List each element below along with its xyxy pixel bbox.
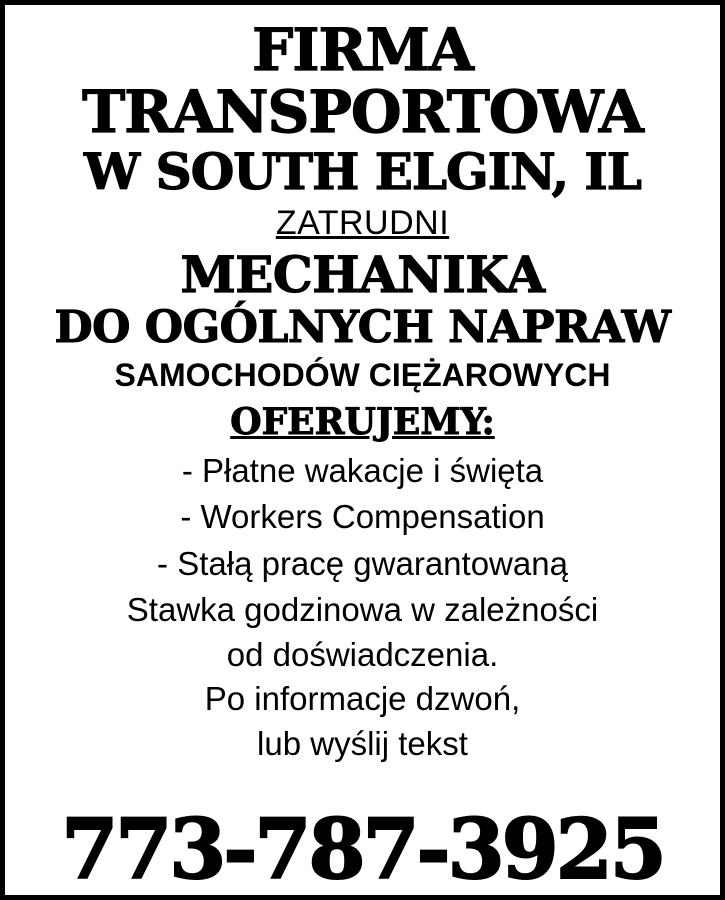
note-line: od doświadczenia. xyxy=(226,635,499,673)
hiring-action-label: ZATRUDNI xyxy=(275,204,450,242)
note-line: Stawka godzinowa w zależności xyxy=(126,591,599,629)
headline-line-1: FIRMA xyxy=(252,16,473,84)
offer-heading: OFERUJEMY: xyxy=(230,400,495,443)
additional-notes xyxy=(127,588,598,766)
list-item: - Workers Compensation xyxy=(180,498,545,536)
position-title: MECHANIKA xyxy=(180,245,545,305)
job-scope-line-2: SAMOCHODÓW CIĘŻAROWYCH xyxy=(114,357,611,394)
list-item: - Płatne wakacje i święta xyxy=(181,451,544,489)
job-scope-line-1: DO OGÓLNYCH NAPRAW xyxy=(54,302,671,354)
note-line: lub wyślij tekst xyxy=(257,724,468,762)
headline-line-3-location: W SOUTH ELGIN, IL xyxy=(84,142,641,201)
note-line: Po informacje dzwoń, xyxy=(204,680,521,718)
benefits-list xyxy=(17,448,708,589)
headline-line-2: TRANSPORTOWA xyxy=(82,78,643,146)
list-item: - Stałą pracę gwarantowaną xyxy=(157,545,568,583)
contact-phone-number[interactable]: 773-787-3925 xyxy=(61,802,664,898)
